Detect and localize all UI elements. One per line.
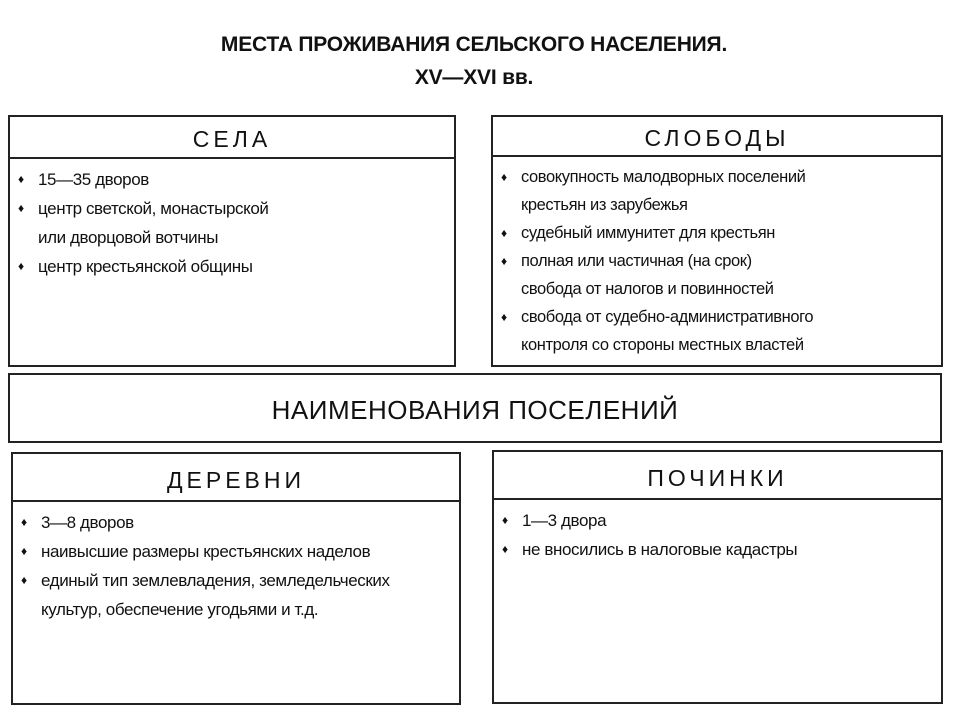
list-item-text: свобода от налогов и повинностей xyxy=(521,280,774,298)
item-list xyxy=(493,163,941,359)
list-item xyxy=(502,506,941,535)
box-heading: ПОЧИНКИ xyxy=(494,452,941,500)
list-item-text: единый тип землевладения, земледельческих xyxy=(41,571,390,590)
list-item xyxy=(501,303,941,359)
diagram-subtitle-period: XV—XVI вв. xyxy=(414,66,534,89)
box-sela xyxy=(8,115,456,367)
diamond-bullet-icon: ♦ xyxy=(21,573,27,587)
list-item-text: 15—35 дворов xyxy=(38,170,149,189)
diamond-bullet-icon: ♦ xyxy=(21,544,27,558)
list-item xyxy=(502,535,941,564)
box-heading: ДЕРЕВНИ xyxy=(13,454,459,502)
list-item xyxy=(21,566,459,624)
list-item xyxy=(21,508,459,537)
list-item xyxy=(501,219,941,247)
diamond-bullet-icon: ♦ xyxy=(18,201,24,215)
diamond-bullet-icon: ♦ xyxy=(18,172,24,186)
box-derevni xyxy=(11,452,461,705)
diamond-bullet-icon: ♦ xyxy=(501,254,507,268)
diamond-bullet-icon: ♦ xyxy=(18,259,24,273)
item-list xyxy=(494,506,941,564)
list-item-text: свобода от судебно-административного xyxy=(521,308,814,326)
diamond-bullet-icon: ♦ xyxy=(502,513,508,527)
list-item-text: наивысшие размеры крестьянских наделов xyxy=(41,542,371,561)
list-item-text: культур, обеспечение угодьями и т.д. xyxy=(41,600,319,619)
list-item xyxy=(18,165,454,194)
box-pochinki xyxy=(492,450,943,704)
box-slobody xyxy=(491,115,943,367)
diamond-bullet-icon: ♦ xyxy=(501,226,507,240)
list-item-text: 3—8 дворов xyxy=(41,513,134,532)
list-item-text: 1—3 двора xyxy=(522,511,607,530)
box-heading: СЛОБОДЫ xyxy=(493,117,941,157)
diamond-bullet-icon: ♦ xyxy=(502,542,508,556)
list-item-text: судебный иммунитет для крестьян xyxy=(521,224,776,242)
list-item-text: совокупность малодворных поселений xyxy=(521,168,806,186)
item-list xyxy=(10,165,454,281)
list-item xyxy=(18,194,454,252)
diamond-bullet-icon: ♦ xyxy=(501,310,507,324)
list-item xyxy=(21,537,459,566)
list-item-text: крестьян из зарубежья xyxy=(521,196,688,214)
list-item-text: контроля со стороны местных властей xyxy=(521,336,804,354)
diamond-bullet-icon: ♦ xyxy=(501,170,507,184)
center-label-box xyxy=(8,373,942,443)
list-item xyxy=(501,163,941,219)
diamond-bullet-icon: ♦ xyxy=(21,515,27,529)
center-label: НАИМЕНОВАНИЯ ПОСЕЛЕНИЙ xyxy=(271,395,679,425)
list-item xyxy=(18,252,454,281)
list-item-text: центр светской, монастырской xyxy=(38,199,269,218)
list-item-text: не вносились в налоговые кадастры xyxy=(522,540,798,559)
diagram-title: МЕСТА ПРОЖИВАНИЯ СЕЛЬСКОГО НАСЕЛЕНИЯ. xyxy=(220,33,728,56)
list-item-text: или дворцовой вотчины xyxy=(38,228,219,247)
list-item-text: центр крестьянской общины xyxy=(38,257,253,276)
list-item-text: полная или частичная (на срок) xyxy=(521,252,752,270)
item-list xyxy=(13,508,459,624)
list-item xyxy=(501,247,941,303)
box-heading: СЕЛА xyxy=(10,117,454,159)
